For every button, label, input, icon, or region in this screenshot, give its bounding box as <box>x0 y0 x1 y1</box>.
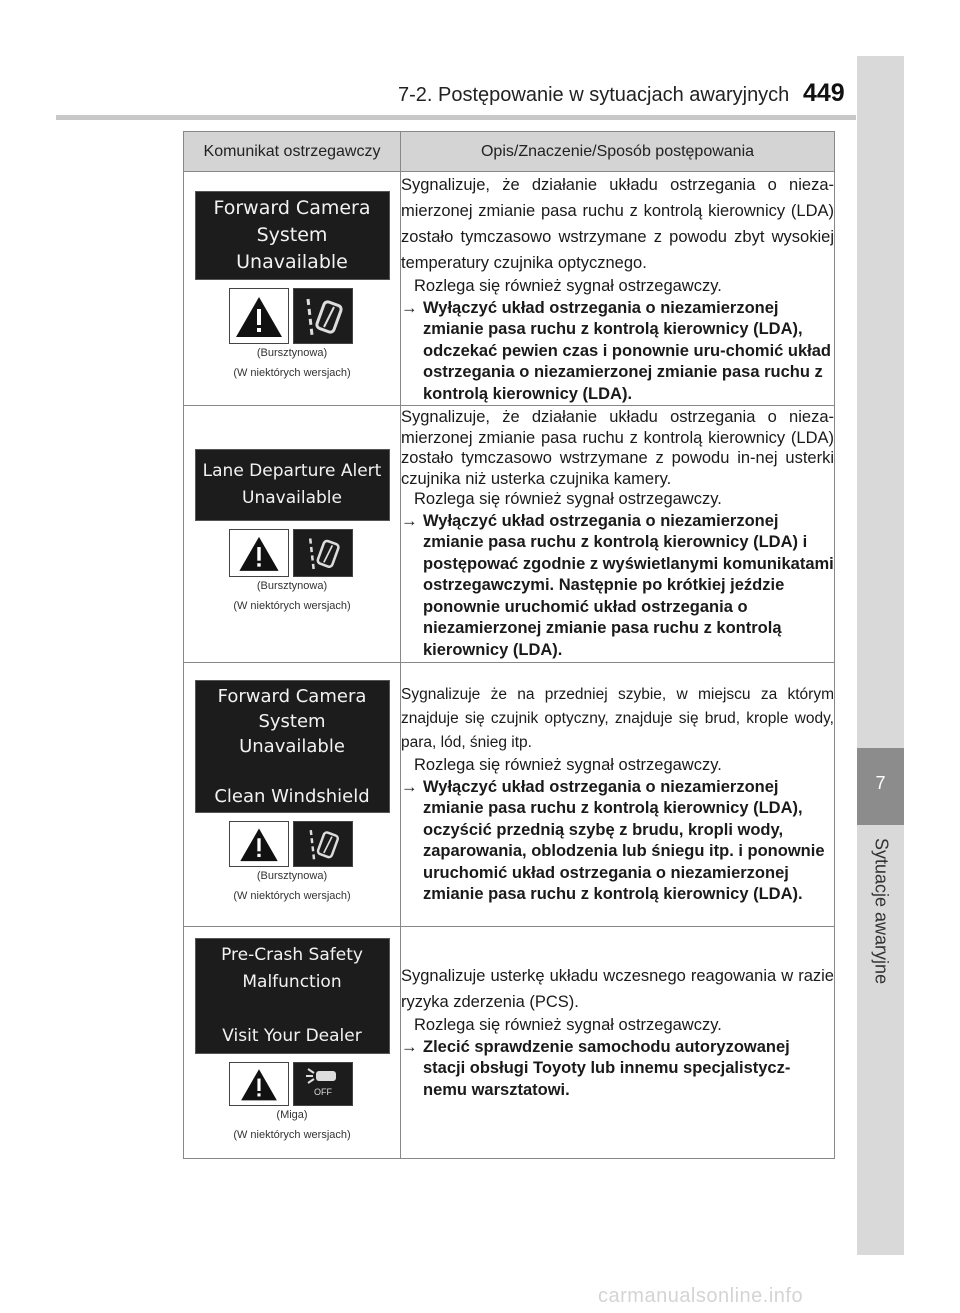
screen-line: Forward Camera <box>213 197 371 219</box>
warning-triangle-icon <box>229 1062 289 1106</box>
screen-line <box>196 996 389 1023</box>
action-text: Wyłączyć układ ostrzegania o niezamierzonej zmianie pasa ruchu z kontrolą kierownicy (LDA), odczekać pewien czas i ponownie uru-chomić układ ostrzegania o niezamierzonej zmianie pasa ruchu z kontrolą kierownicy (LDA). <box>423 298 832 403</box>
description-text: Sygnalizuje że na przedniej szybie, w miejscu za którym znajduje się czujnik optyczny, znajduje się brud, krople wody, para, lód, śnieg itp. <box>401 686 834 752</box>
color-note: (Miga) <box>276 1108 308 1121</box>
screen-line: Unavailable <box>236 251 348 273</box>
action-item <box>401 298 834 406</box>
action-text: Zlecić sprawdzenie samochodu autoryzowanej stacji obsługi Toyoty lub innemu specjalistycz-nemu warsztatowi. <box>423 1037 791 1099</box>
color-note: (Bursztynowa) <box>256 580 328 592</box>
screen-line <box>196 759 389 784</box>
description-text: Sygnalizuje, że działanie układu ostrzegania o nieza-mierzonej zmianie pasa ruchu z kontrolą kierownicy (LDA) zostało tymczasowo wstrzymane z powodu zbyt wysokiej temperatury czujnika optycznego. <box>401 176 834 272</box>
arrow-icon: → <box>401 511 418 530</box>
section-title: 7-2. Postępowanie w sytuacjach awaryjnych <box>398 84 790 106</box>
col-header-message: Komunikat ostrzegawczy <box>184 132 401 172</box>
lane-assist-icon <box>293 288 353 344</box>
version-note: (W niektórych wersjach) <box>233 600 351 612</box>
description-cell <box>401 406 835 663</box>
screen-line: System <box>258 711 326 732</box>
pcs-off-icon <box>293 1062 353 1106</box>
screen-line: System <box>256 224 328 246</box>
description-cell <box>401 172 835 406</box>
screen-line: Unavailable <box>239 736 345 757</box>
action-item <box>401 511 834 662</box>
screen-line: Malfunction <box>242 971 342 992</box>
table-row <box>184 663 835 927</box>
buzzer-note: Rozlega się również sygnał ostrzegawczy. <box>414 277 722 295</box>
message-cell <box>184 663 401 927</box>
action-text: Wyłączyć układ ostrzegania o niezamierzonej zmianie pasa ruchu z kontrolą kierownicy (LDA) i postępować zgodnie z wyświetlanymi komunikatami ostrzegawczymi. Następnie po krótkiej jeździe ponownie uruchomić układ ostrzegania o niezamierzonej zmianie pasa ruchu z kontrolą kierownicy (LDA). <box>423 511 834 659</box>
action-text: Wyłączyć układ ostrzegania o niezamierzonej zmianie pasa ruchu z kontrolą kierownicy (LDA), oczyścić przednią szybę z brudu, kropli wody, zaparowania, oblodzenia lub śniegu itp. i ponownie uruchomić układ ostrzegania o niezamierzonej zmianie pasa ruchu z kontrolą kierownicy (LDA). <box>423 777 825 904</box>
indicator-icons <box>229 1062 355 1104</box>
description-cell <box>401 663 835 927</box>
warning-triangle-icon <box>229 821 289 867</box>
warning-triangle-icon <box>229 529 289 577</box>
color-note: (Bursztynowa) <box>256 347 328 359</box>
message-cell <box>184 406 401 663</box>
chapter-tab <box>857 748 904 825</box>
version-note: (W niektórych wersjach) <box>233 890 351 902</box>
screen-line: Forward Camera <box>217 686 367 707</box>
indicator-icons <box>229 821 355 865</box>
screen-line: Pre-Crash Safety <box>221 944 363 965</box>
side-tab-top <box>857 56 904 748</box>
page-number: 449 <box>803 79 845 107</box>
chapter-number: 7 <box>875 773 886 793</box>
message-cell <box>184 927 401 1159</box>
warning-table <box>183 131 835 1159</box>
display-screen <box>195 191 390 280</box>
arrow-icon: → <box>401 777 418 796</box>
message-cell <box>184 172 401 406</box>
buzzer-note: Rozlega się również sygnał ostrzegawczy. <box>414 1016 722 1034</box>
display-screen <box>195 680 390 813</box>
screen-line: Lane Departure Alert <box>202 461 382 481</box>
action-item <box>401 1037 834 1102</box>
screen-line: Clean Windshield <box>214 786 370 807</box>
indicator-icons <box>229 288 355 342</box>
chapter-label: Sytuacje awaryjne <box>871 838 892 985</box>
table-header-row <box>184 132 835 172</box>
watermark: carmanualsonline.info <box>598 1285 804 1307</box>
buzzer-note: Rozlega się również sygnał ostrzegawczy. <box>414 490 722 508</box>
chapter-label-wrap <box>863 838 899 998</box>
version-note: (W niektórych wersjach) <box>233 367 351 379</box>
warning-triangle-icon <box>229 288 289 344</box>
col-header-description: Opis/Znaczenie/Sposób postępowania <box>401 132 835 172</box>
buzzer-note: Rozlega się również sygnał ostrzegawczy. <box>414 756 722 775</box>
lane-assist-icon <box>293 529 353 577</box>
pcs-off-label: OFF <box>314 1086 332 1097</box>
color-note: (Bursztynowa) <box>256 870 328 882</box>
screen-line: Unavailable <box>242 488 342 508</box>
screen-line: Visit Your Dealer <box>222 1025 362 1046</box>
arrow-icon: → <box>401 1037 418 1056</box>
header-rule <box>56 115 856 120</box>
lane-assist-icon <box>293 821 353 867</box>
description-cell <box>401 927 835 1159</box>
version-note: (W niektórych wersjach) <box>233 1128 351 1141</box>
display-screen <box>195 938 390 1054</box>
arrow-icon: → <box>401 298 418 317</box>
description-text: Sygnalizuje, że działanie układu ostrzegania o nieza-mierzonej zmianie pasa ruchu z kontrolą kierownicy (LDA) zostało tymczasowo wstrzymane z powodu in-nej usterki czujnika niż usterka czujnika kamery. <box>401 408 834 488</box>
display-screen <box>195 449 390 521</box>
table-row <box>184 927 835 1159</box>
table-row <box>184 172 835 406</box>
description-text: Sygnalizuje usterkę układu wczesnego reagowania w razie ryzyka zderzenia (PCS). <box>401 967 834 1011</box>
table-row <box>184 406 835 663</box>
indicator-icons <box>229 529 355 575</box>
action-item <box>401 777 834 906</box>
